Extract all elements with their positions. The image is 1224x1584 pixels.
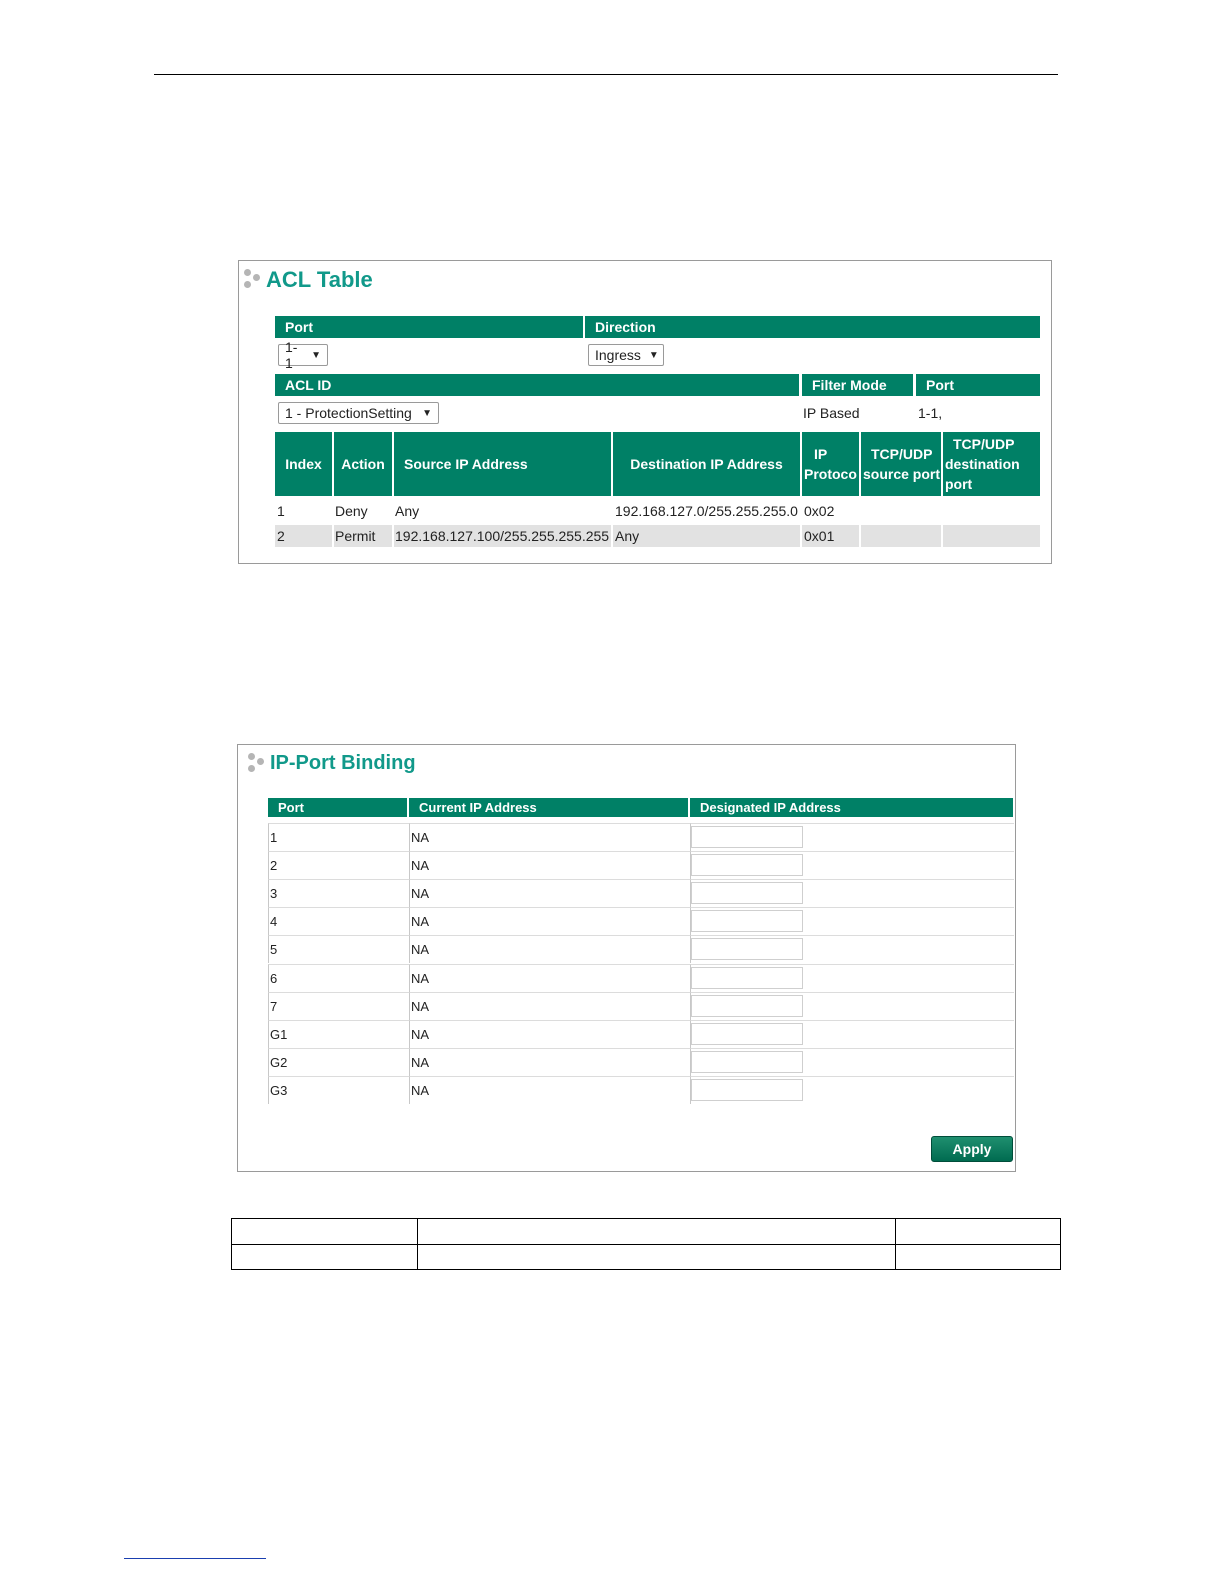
ipb-port-cell: 1	[268, 823, 409, 851]
col-action-header: Action	[334, 432, 392, 496]
col-dport-header: TCP/UDP destination port	[943, 432, 1040, 496]
ipb-current-cell: NA	[409, 1048, 690, 1076]
table-divider	[417, 1219, 418, 1269]
ip-port-binding-title: IP-Port Binding	[248, 752, 416, 775]
row-shade	[943, 525, 1040, 547]
table-row	[268, 907, 1014, 935]
designated-ip-input[interactable]	[691, 1051, 803, 1073]
dropdown-arrow-icon: ▼	[311, 349, 321, 361]
col-sport-header: TCP/UDP source port	[861, 432, 941, 496]
apply-button[interactable]: Apply	[931, 1136, 1013, 1162]
acl-port-header: Port	[916, 374, 1040, 396]
row-action: Permit	[335, 528, 376, 544]
direction-header: Direction	[585, 316, 1040, 338]
ipb-current-header: Current IP Address	[409, 798, 688, 817]
ipb-port-cell: G2	[268, 1048, 409, 1076]
port-select[interactable]: 1-1 ▼	[278, 344, 328, 366]
table-row	[268, 879, 1014, 907]
row-proto: 0x01	[804, 528, 835, 544]
designated-ip-input[interactable]	[691, 854, 803, 876]
dots-icon	[244, 269, 262, 291]
designated-ip-input[interactable]	[691, 882, 803, 904]
ipb-port-cell: G3	[268, 1076, 409, 1104]
table-row	[268, 1076, 1014, 1104]
ipb-current-cell: NA	[409, 907, 690, 935]
ipb-designated-header: Designated IP Address	[690, 798, 1013, 817]
acl-id-select[interactable]: 1 - ProtectionSetting ▼	[278, 402, 439, 424]
ipb-port-cell: 6	[268, 964, 409, 992]
ipb-port-cell: 4	[268, 907, 409, 935]
dropdown-arrow-icon: ▼	[422, 407, 432, 419]
ipb-port-cell: 5	[268, 935, 409, 963]
table-row	[268, 935, 1014, 963]
col-src-header: Source IP Address	[394, 432, 611, 496]
table-divider	[232, 1244, 1060, 1245]
designated-ip-input[interactable]	[691, 938, 803, 960]
row-dst: 192.168.127.0/255.255.255.0	[615, 503, 798, 519]
ipb-current-cell: NA	[409, 823, 690, 851]
table-row	[268, 992, 1014, 1020]
ipb-port-cell: 2	[268, 851, 409, 879]
ipb-current-cell: NA	[409, 1076, 690, 1104]
designated-ip-input[interactable]	[691, 967, 803, 989]
ipb-current-cell: NA	[409, 1020, 690, 1048]
designated-ip-input[interactable]	[691, 1023, 803, 1045]
acl-port-value: 1-1,	[918, 405, 943, 421]
row-dst: Any	[615, 528, 640, 544]
ipb-port-cell: 3	[268, 879, 409, 907]
filter-mode-value: IP Based	[803, 405, 860, 421]
row-index: 2	[277, 528, 285, 544]
ipb-current-cell: NA	[409, 879, 690, 907]
ipb-current-cell: NA	[409, 935, 690, 963]
acl-table-title: ACL Table	[244, 267, 373, 293]
designated-ip-input[interactable]	[691, 995, 803, 1017]
ipb-current-cell: NA	[409, 992, 690, 1020]
col-index-header: Index	[275, 432, 332, 496]
ipb-port-cell: G1	[268, 1020, 409, 1048]
table-row	[268, 1020, 1014, 1048]
ipb-current-cell: NA	[409, 851, 690, 879]
table-row	[268, 1048, 1014, 1076]
direction-select[interactable]: Ingress ▼	[588, 344, 664, 366]
dropdown-arrow-icon: ▼	[648, 349, 659, 361]
designated-ip-input[interactable]	[691, 826, 803, 848]
row-index: 1	[277, 503, 285, 519]
row-src: 192.168.127.100/255.255.255.255	[395, 528, 610, 544]
row-shade	[861, 525, 941, 547]
row-action: Deny	[335, 503, 368, 519]
table-divider	[895, 1219, 896, 1269]
filter-mode-header: Filter Mode	[802, 374, 913, 396]
col-dst-header: Destination IP Address	[613, 432, 800, 496]
ipb-current-cell: NA	[409, 964, 690, 992]
empty-table	[231, 1218, 1061, 1270]
footnote-rule	[124, 1558, 266, 1559]
table-row	[268, 823, 1014, 851]
dots-icon	[248, 753, 266, 775]
row-proto: 0x02	[804, 503, 835, 519]
table-row	[268, 964, 1014, 992]
table-row	[268, 851, 1014, 879]
col-proto-header: IP Protoco	[802, 432, 859, 496]
page-header-rule	[154, 74, 1058, 75]
designated-ip-input[interactable]	[691, 1079, 803, 1101]
designated-ip-input[interactable]	[691, 910, 803, 932]
row-src: Any	[395, 503, 420, 519]
ipb-port-header: Port	[268, 798, 407, 817]
ipb-port-cell: 7	[268, 992, 409, 1020]
row-shade	[613, 525, 800, 547]
port-header: Port	[275, 316, 583, 338]
acl-id-header: ACL ID	[275, 374, 799, 396]
